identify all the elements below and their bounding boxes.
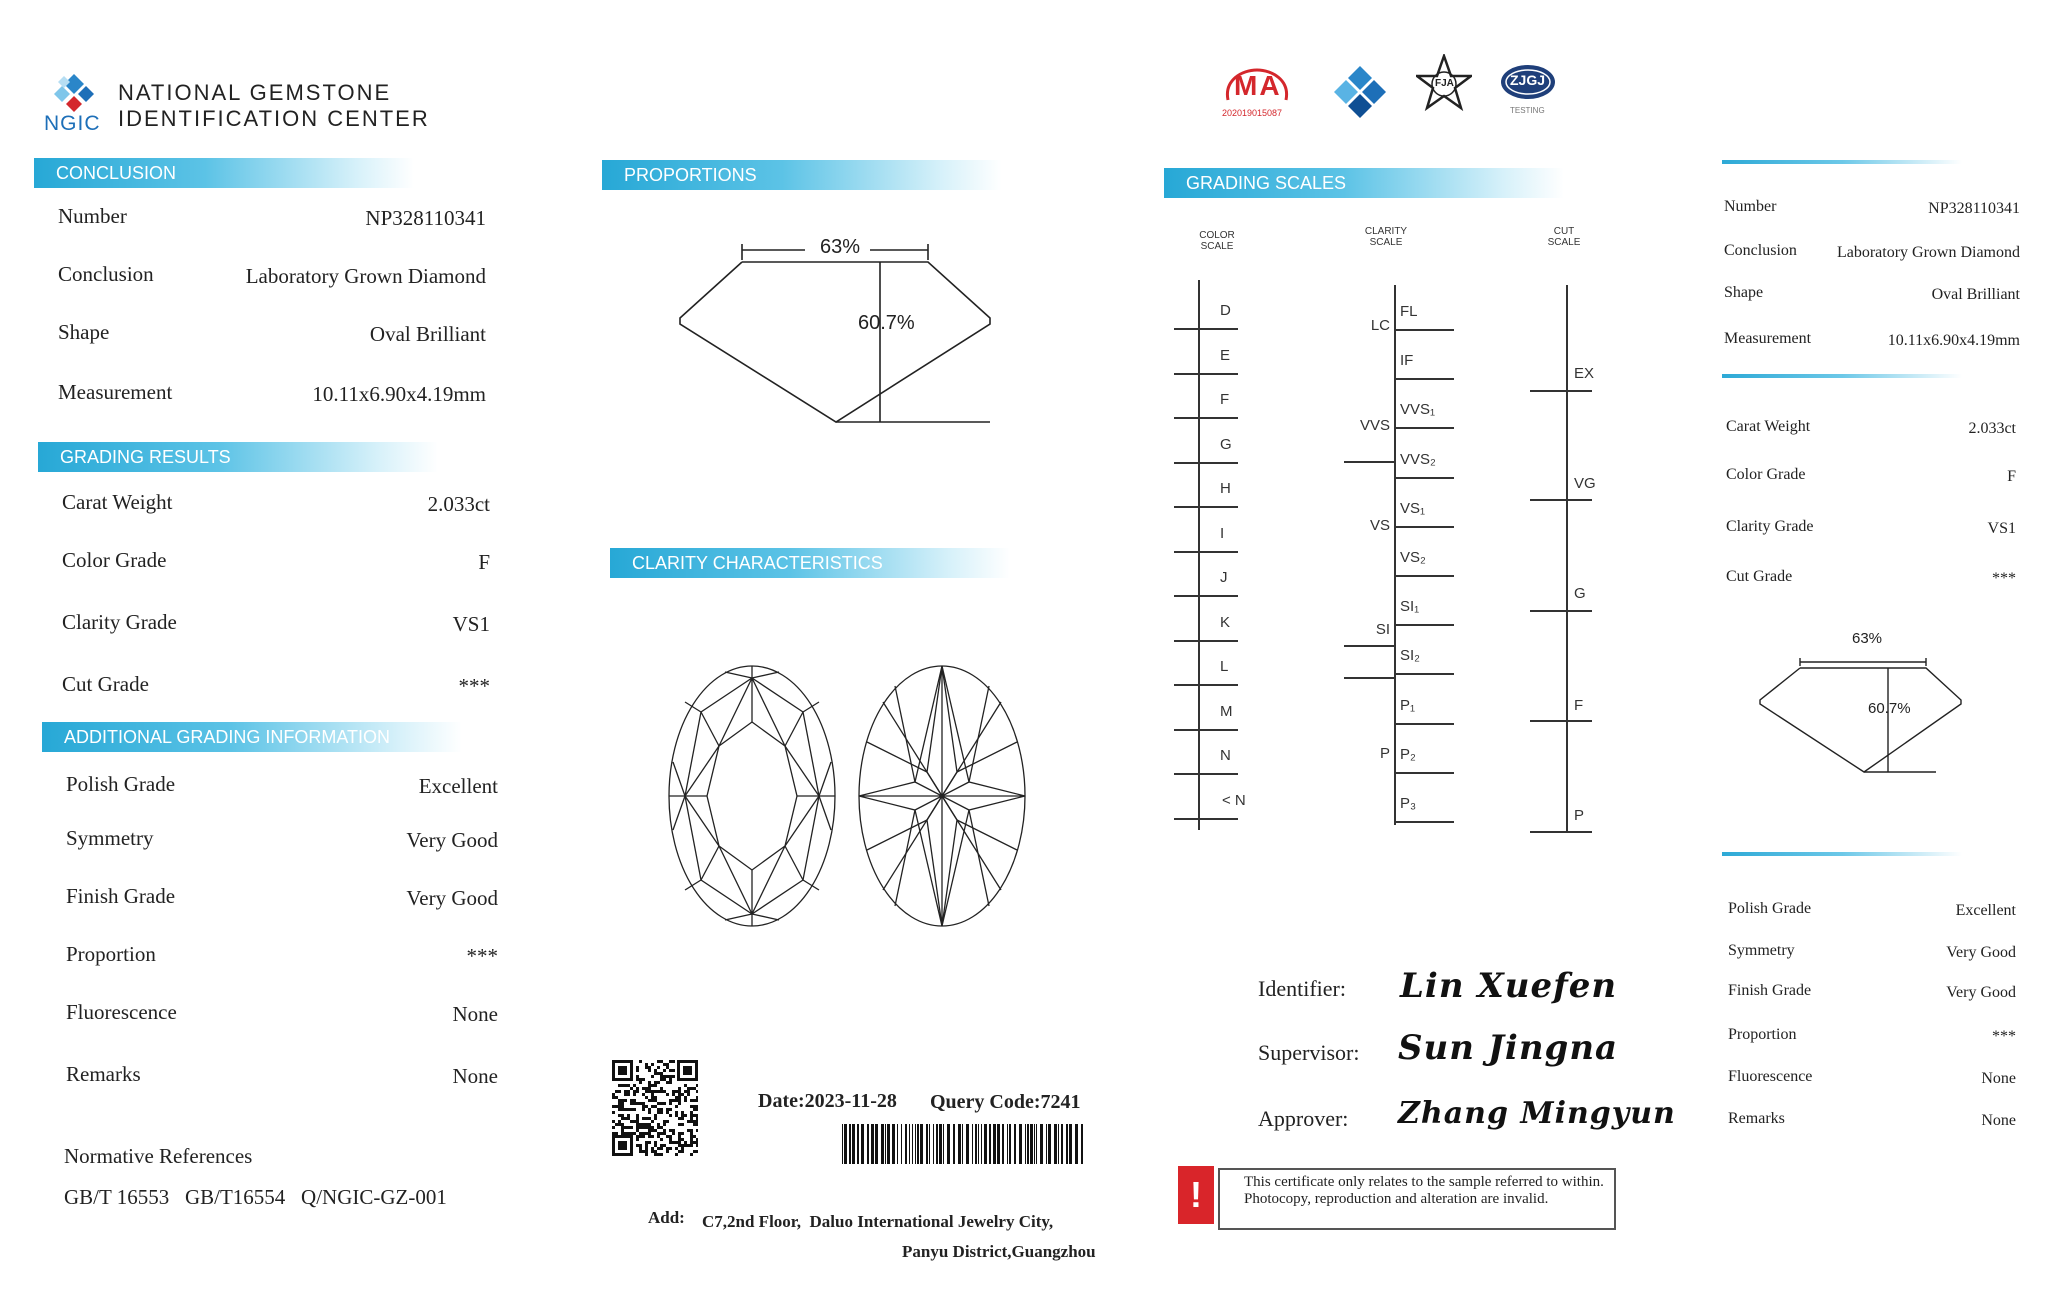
color-grade-label: J	[1220, 569, 1228, 586]
address-line2: Panyu District,Guangzhou	[902, 1242, 1096, 1261]
normative-references-value: GB/T 16553 GB/T16554 Q/NGIC-GZ-001	[64, 1185, 447, 1209]
depth-percentage: 60.7%	[858, 312, 915, 334]
clarity-group-label: VVS	[1359, 417, 1390, 434]
summary-row-value: Very Good	[1946, 944, 2016, 961]
diamond-mark-icon	[1328, 64, 1392, 118]
proportions-header: PROPORTIONS	[602, 160, 1002, 190]
row-label: Number	[58, 204, 127, 228]
clarity-scale-tick	[1394, 772, 1454, 774]
row-value: Very Good	[406, 828, 498, 852]
warning-icon	[1178, 1166, 1214, 1224]
clarity-grade-label: SI₂	[1400, 647, 1420, 665]
color-grade-label: D	[1220, 302, 1231, 319]
row-value: Oval Brilliant	[369, 322, 486, 346]
clarity-scale-axis	[1394, 285, 1396, 825]
summary-row-label: Number	[1724, 198, 1777, 215]
summary-row-label: Carat Weight	[1726, 418, 1811, 435]
approver-signature: Zhang Mingyun	[1398, 1096, 1676, 1131]
proportions-diagram	[670, 232, 1000, 432]
cut-scale-tick	[1530, 390, 1592, 392]
clarity-scale-tick	[1394, 723, 1454, 725]
color-grade-label: K	[1220, 613, 1231, 631]
clarity-scale-tick	[1394, 575, 1454, 577]
color-grade-label: M	[1220, 702, 1233, 720]
clarity-group-label: VS	[1369, 517, 1390, 534]
summary-divider-mid	[1722, 374, 1962, 378]
supervisor-label: Supervisor:	[1258, 1040, 1360, 1065]
org-name-line1: NATIONAL GEMSTONE	[118, 80, 392, 105]
identifier-signature: Lin Xuefen	[1400, 966, 1618, 1006]
clarity-grade-label: SI₁	[1400, 598, 1420, 616]
org-name-line2: IDENTIFICATION CENTER	[118, 106, 430, 131]
clarity-scale-tick	[1394, 477, 1454, 479]
row-value: ***	[458, 674, 490, 698]
summary-row-value: NP328110341	[1928, 200, 2020, 217]
clarity-scale-tick	[1394, 526, 1454, 528]
summary-row-label: Polish Grade	[1728, 900, 1812, 917]
grading-scales-header: GRADING SCALES	[1164, 168, 1564, 198]
summary-row-label: Cut Grade	[1726, 568, 1793, 585]
clarity-grade-label: P₁	[1400, 696, 1416, 714]
notice-box	[1218, 1168, 1616, 1230]
row-value: ***	[466, 944, 498, 968]
summary-divider-top	[1722, 160, 1962, 164]
clarity-scale-tick	[1394, 378, 1454, 380]
clarity-grade-label: FL	[1400, 303, 1418, 320]
color-scale-axis	[1198, 280, 1200, 830]
ngic-diamond-icon	[44, 72, 104, 112]
row-label: Carat Weight	[62, 490, 173, 514]
row-value: NP328110341	[365, 206, 486, 230]
zjgj-logo-sub: TESTING	[1510, 106, 1545, 115]
summary-row-value: 10.11x6.90x4.19mm	[1887, 332, 2020, 349]
summary-row-label: Fluorescence	[1728, 1068, 1813, 1085]
ma-logo-text: MA	[1234, 70, 1282, 101]
row-label: Clarity Grade	[62, 610, 177, 634]
clarity-grade-label: VVS₂	[1400, 450, 1436, 468]
color-grade-label: F	[1220, 391, 1230, 408]
summary-divider-bot	[1722, 852, 1962, 856]
clarity-grade-label: IF	[1400, 352, 1414, 370]
cut-scale-axis	[1566, 285, 1568, 833]
supervisor-signature: Sun Jingna	[1398, 1028, 1619, 1068]
row-value: None	[452, 1002, 498, 1026]
qr-code	[612, 1060, 698, 1156]
summary-row-value: None	[1981, 1070, 2016, 1087]
address-label: Add:	[648, 1208, 685, 1227]
color-grade-label: G	[1220, 435, 1232, 453]
color-scale-tick	[1174, 462, 1238, 464]
address-line1: C7,2nd Floor, Daluo International Jewelry City,	[702, 1212, 1054, 1231]
color-grade-label: L	[1220, 658, 1229, 675]
summary-row-label: Conclusion	[1724, 242, 1797, 259]
row-value: F	[478, 550, 490, 574]
cut-grade-label: P	[1574, 807, 1585, 824]
color-grade-label: I	[1220, 524, 1225, 542]
query-code: Query Code:7241	[930, 1091, 1081, 1113]
clarity-grade-label: P₂	[1400, 745, 1416, 763]
approver-label: Approver:	[1258, 1106, 1349, 1131]
summary-row-value: Oval Brilliant	[1931, 286, 2020, 303]
row-value: 10.11x6.90x4.19mm	[312, 382, 486, 406]
table-percentage: 63%	[820, 236, 861, 258]
row-value: None	[452, 1064, 498, 1088]
summary-proportions-diagram	[1756, 630, 1966, 780]
summary-row-value: ***	[1992, 1028, 2016, 1045]
summary-row-label: Clarity Grade	[1726, 518, 1814, 535]
summary-table-percentage: 63%	[1852, 630, 1883, 647]
clarity-group-label: P	[1379, 745, 1390, 762]
color-grade-label: N	[1220, 747, 1231, 764]
fja-logo-text: FJA	[1435, 78, 1454, 89]
clarity-grade-label: P₃	[1400, 795, 1417, 812]
color-scale-tick	[1174, 417, 1238, 419]
color-scale	[1180, 280, 1260, 840]
cut-scale	[1536, 285, 1606, 845]
clarity-grade-label: VS₂	[1400, 549, 1426, 566]
ma-logo	[1222, 66, 1292, 120]
summary-row-value: None	[1981, 1112, 2016, 1129]
color-scale-label: COLOR SCALE	[1199, 230, 1235, 252]
color-scale-tick	[1174, 640, 1238, 642]
clarity-grade-label: VS₁	[1400, 499, 1426, 517]
clarity-group-label: LC	[1370, 317, 1390, 334]
clarity-grade-label: VVS₁	[1400, 401, 1436, 419]
summary-row-label: Remarks	[1728, 1110, 1785, 1127]
color-scale-tick	[1174, 729, 1238, 731]
logo-abbr: NGIC	[44, 112, 101, 135]
summary-row-label: Color Grade	[1726, 466, 1806, 483]
clarity-group-divider	[1344, 461, 1394, 463]
clarity-group-label: SI	[1375, 621, 1390, 638]
row-value: Excellent	[418, 774, 498, 798]
clarity-plot-pavilion	[855, 662, 1030, 930]
color-scale-tick	[1174, 551, 1238, 553]
row-label: Finish Grade	[66, 884, 176, 908]
summary-row-value: Laboratory Grown Diamond	[1836, 244, 2020, 261]
row-label: Remarks	[66, 1062, 141, 1086]
clarity-group-divider	[1344, 645, 1394, 647]
cut-grade-label: EX	[1574, 365, 1595, 382]
zjgj-logo-text: ZJGJ	[1510, 72, 1546, 88]
color-scale-tick	[1174, 328, 1238, 330]
clarity-characteristics-header: CLARITY CHARACTERISTICS	[610, 548, 1010, 578]
clarity-scale-tick	[1394, 673, 1454, 675]
row-value: 2.033ct	[427, 492, 490, 516]
row-label: Shape	[58, 320, 110, 344]
summary-row-value: ***	[1992, 570, 2016, 587]
row-label: Proportion	[66, 942, 156, 966]
cut-scale-tick	[1530, 831, 1592, 833]
summary-row-value: Excellent	[1955, 902, 2016, 919]
color-grade-label: H	[1220, 480, 1231, 497]
color-scale-tick	[1174, 506, 1238, 508]
row-value: Very Good	[406, 886, 498, 910]
clarity-scale	[1350, 285, 1460, 845]
cut-scale-label: CUT SCALE	[1547, 226, 1581, 248]
row-value: Laboratory Grown Diamond	[245, 264, 486, 288]
cut-scale-tick	[1530, 499, 1592, 501]
cut-grade-label: VG	[1574, 475, 1596, 492]
color-scale-tick	[1174, 773, 1238, 775]
summary-row-label: Finish Grade	[1728, 982, 1812, 999]
color-grade-label: < N	[1222, 791, 1246, 809]
summary-row-label: Measurement	[1724, 330, 1812, 347]
additional-grading-header: ADDITIONAL GRADING INFORMATION	[42, 722, 462, 752]
identifier-label: Identifier:	[1258, 976, 1346, 1001]
ngic-logo	[44, 72, 104, 136]
summary-row-value: F	[2007, 468, 2016, 485]
cut-grade-label: G	[1574, 585, 1586, 602]
summary-row-label: Proportion	[1728, 1026, 1797, 1043]
grading-results-header: GRADING RESULTS	[38, 442, 438, 472]
summary-row-label: Symmetry	[1728, 942, 1795, 959]
ma-logo-number: 202019015087	[1222, 108, 1283, 118]
row-label: Conclusion	[58, 262, 154, 286]
cut-scale-tick	[1530, 610, 1592, 612]
barcode	[842, 1124, 1084, 1164]
warning-icon-glyph: !	[1190, 1174, 1202, 1215]
fja-logo	[1416, 54, 1472, 116]
summary-row-value: VS1	[1987, 520, 2016, 537]
normative-references-title: Normative References	[64, 1144, 253, 1168]
summary-row-label: Shape	[1724, 284, 1764, 301]
clarity-plot-crown	[665, 662, 840, 930]
clarity-scale-label: CLARITY SCALE	[1364, 226, 1408, 248]
notice-text: This certificate only relates to the sample referred to within. Photocopy, reproduction and alteration are invalid.	[1244, 1174, 1604, 1207]
row-label: Measurement	[58, 380, 173, 404]
clarity-group-divider	[1344, 677, 1394, 679]
color-scale-tick	[1174, 684, 1238, 686]
zjgj-logo	[1498, 62, 1558, 120]
color-grade-label: E	[1220, 346, 1231, 364]
ngic-diamond-logo	[1328, 64, 1392, 118]
summary-row-value: 2.033ct	[1968, 420, 2016, 437]
clarity-scale-tick	[1394, 624, 1454, 626]
row-label: Fluorescence	[66, 1000, 177, 1024]
color-scale-tick	[1174, 595, 1238, 597]
certificate-date: Date:2023-11-28	[758, 1090, 897, 1112]
row-label: Polish Grade	[66, 772, 176, 796]
row-label: Symmetry	[66, 826, 154, 850]
clarity-scale-tick	[1394, 821, 1454, 823]
summary-row-value: Very Good	[1946, 984, 2016, 1001]
cut-scale-tick	[1530, 720, 1592, 722]
row-label: Cut Grade	[62, 672, 149, 696]
color-scale-tick	[1174, 373, 1238, 375]
color-scale-tick	[1174, 818, 1238, 820]
cut-grade-label: F	[1574, 697, 1584, 714]
row-label: Color Grade	[62, 548, 167, 572]
summary-depth-percentage: 60.7%	[1868, 700, 1911, 717]
clarity-scale-tick	[1394, 427, 1454, 429]
clarity-scale-tick	[1394, 329, 1454, 331]
row-value: VS1	[452, 612, 490, 636]
conclusion-header: CONCLUSION	[34, 158, 414, 188]
